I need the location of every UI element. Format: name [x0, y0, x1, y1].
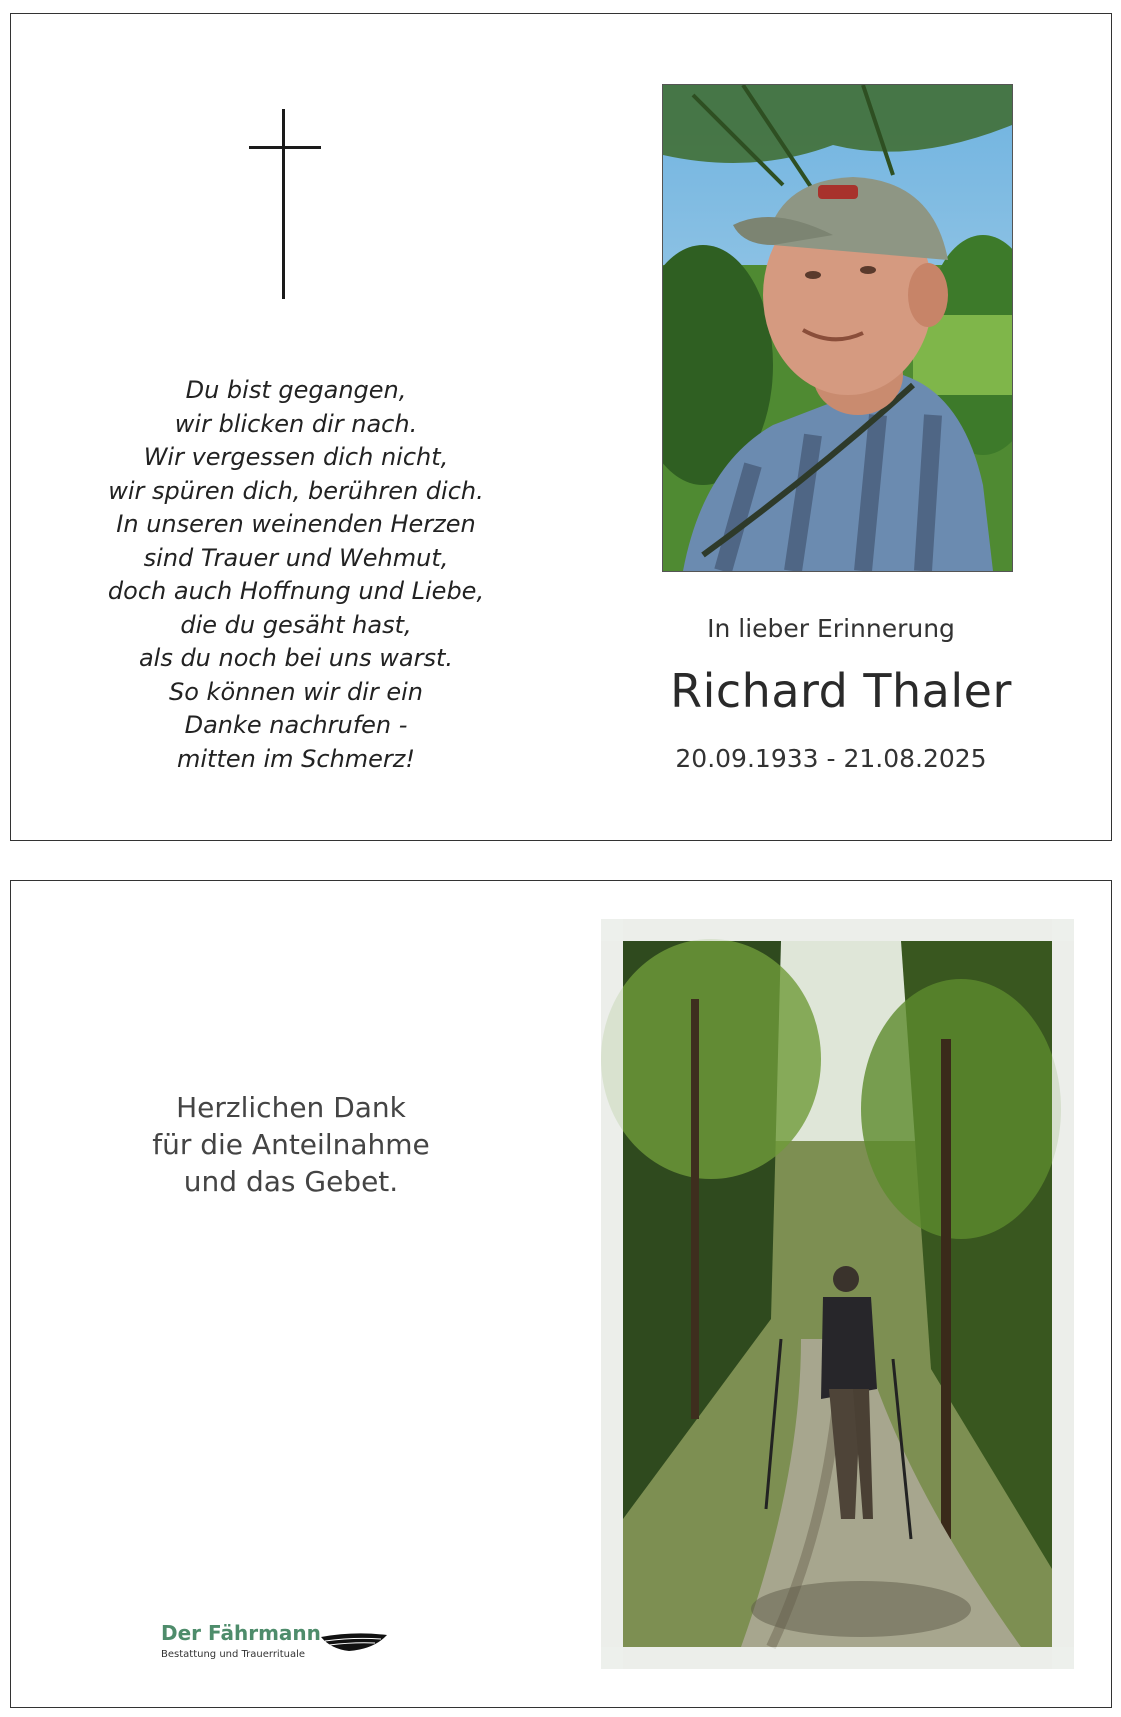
boat-icon [319, 1627, 389, 1657]
portrait-photo [662, 84, 1013, 572]
poem-line: wir blicken dir nach. [174, 409, 418, 438]
life-dates: 20.09.1933 - 21.08.2025 [675, 744, 987, 773]
thanks-line: Herzlichen Dank [176, 1091, 406, 1124]
back-card [10, 880, 1112, 1708]
forest-path-photo [601, 919, 1074, 1669]
logo-name: Der Fährmann [161, 1621, 321, 1645]
memory-label: In lieber Erinnerung [707, 614, 955, 643]
poem-line: als du noch bei uns warst. [138, 644, 454, 672]
poem-line: In unseren weinenden Herzen [116, 510, 476, 538]
funeral-home-logo [161, 1621, 421, 1671]
poem-line: wir spüren dich, berühren dich. [108, 476, 484, 505]
poem-line: mitten im Schmerz! [176, 744, 416, 773]
thanks-line: und das Gebet. [183, 1165, 399, 1198]
poem-line: So können wir dir ein [169, 677, 423, 706]
poem-line: Du bist gegangen, [185, 376, 407, 404]
cross-icon [249, 109, 321, 299]
thanks-text [91, 1089, 491, 1200]
deceased-name: Richard Thaler [670, 664, 1012, 718]
poem-line: doch auch Hoffnung und Liebe, [107, 577, 485, 605]
poem-line: sind Trauer und Wehmut, [143, 543, 449, 572]
poem-line: Wir vergessen dich nicht, [143, 443, 449, 471]
logo-tagline: Bestattung und Trauerrituale [161, 1649, 306, 1660]
poem-line: Danke nachrufen - [184, 711, 408, 739]
front-card [10, 13, 1112, 841]
poem [41, 374, 551, 776]
poem-line: die du gesäht hast, [180, 610, 412, 639]
thanks-line: für die Anteilnahme [152, 1128, 430, 1161]
